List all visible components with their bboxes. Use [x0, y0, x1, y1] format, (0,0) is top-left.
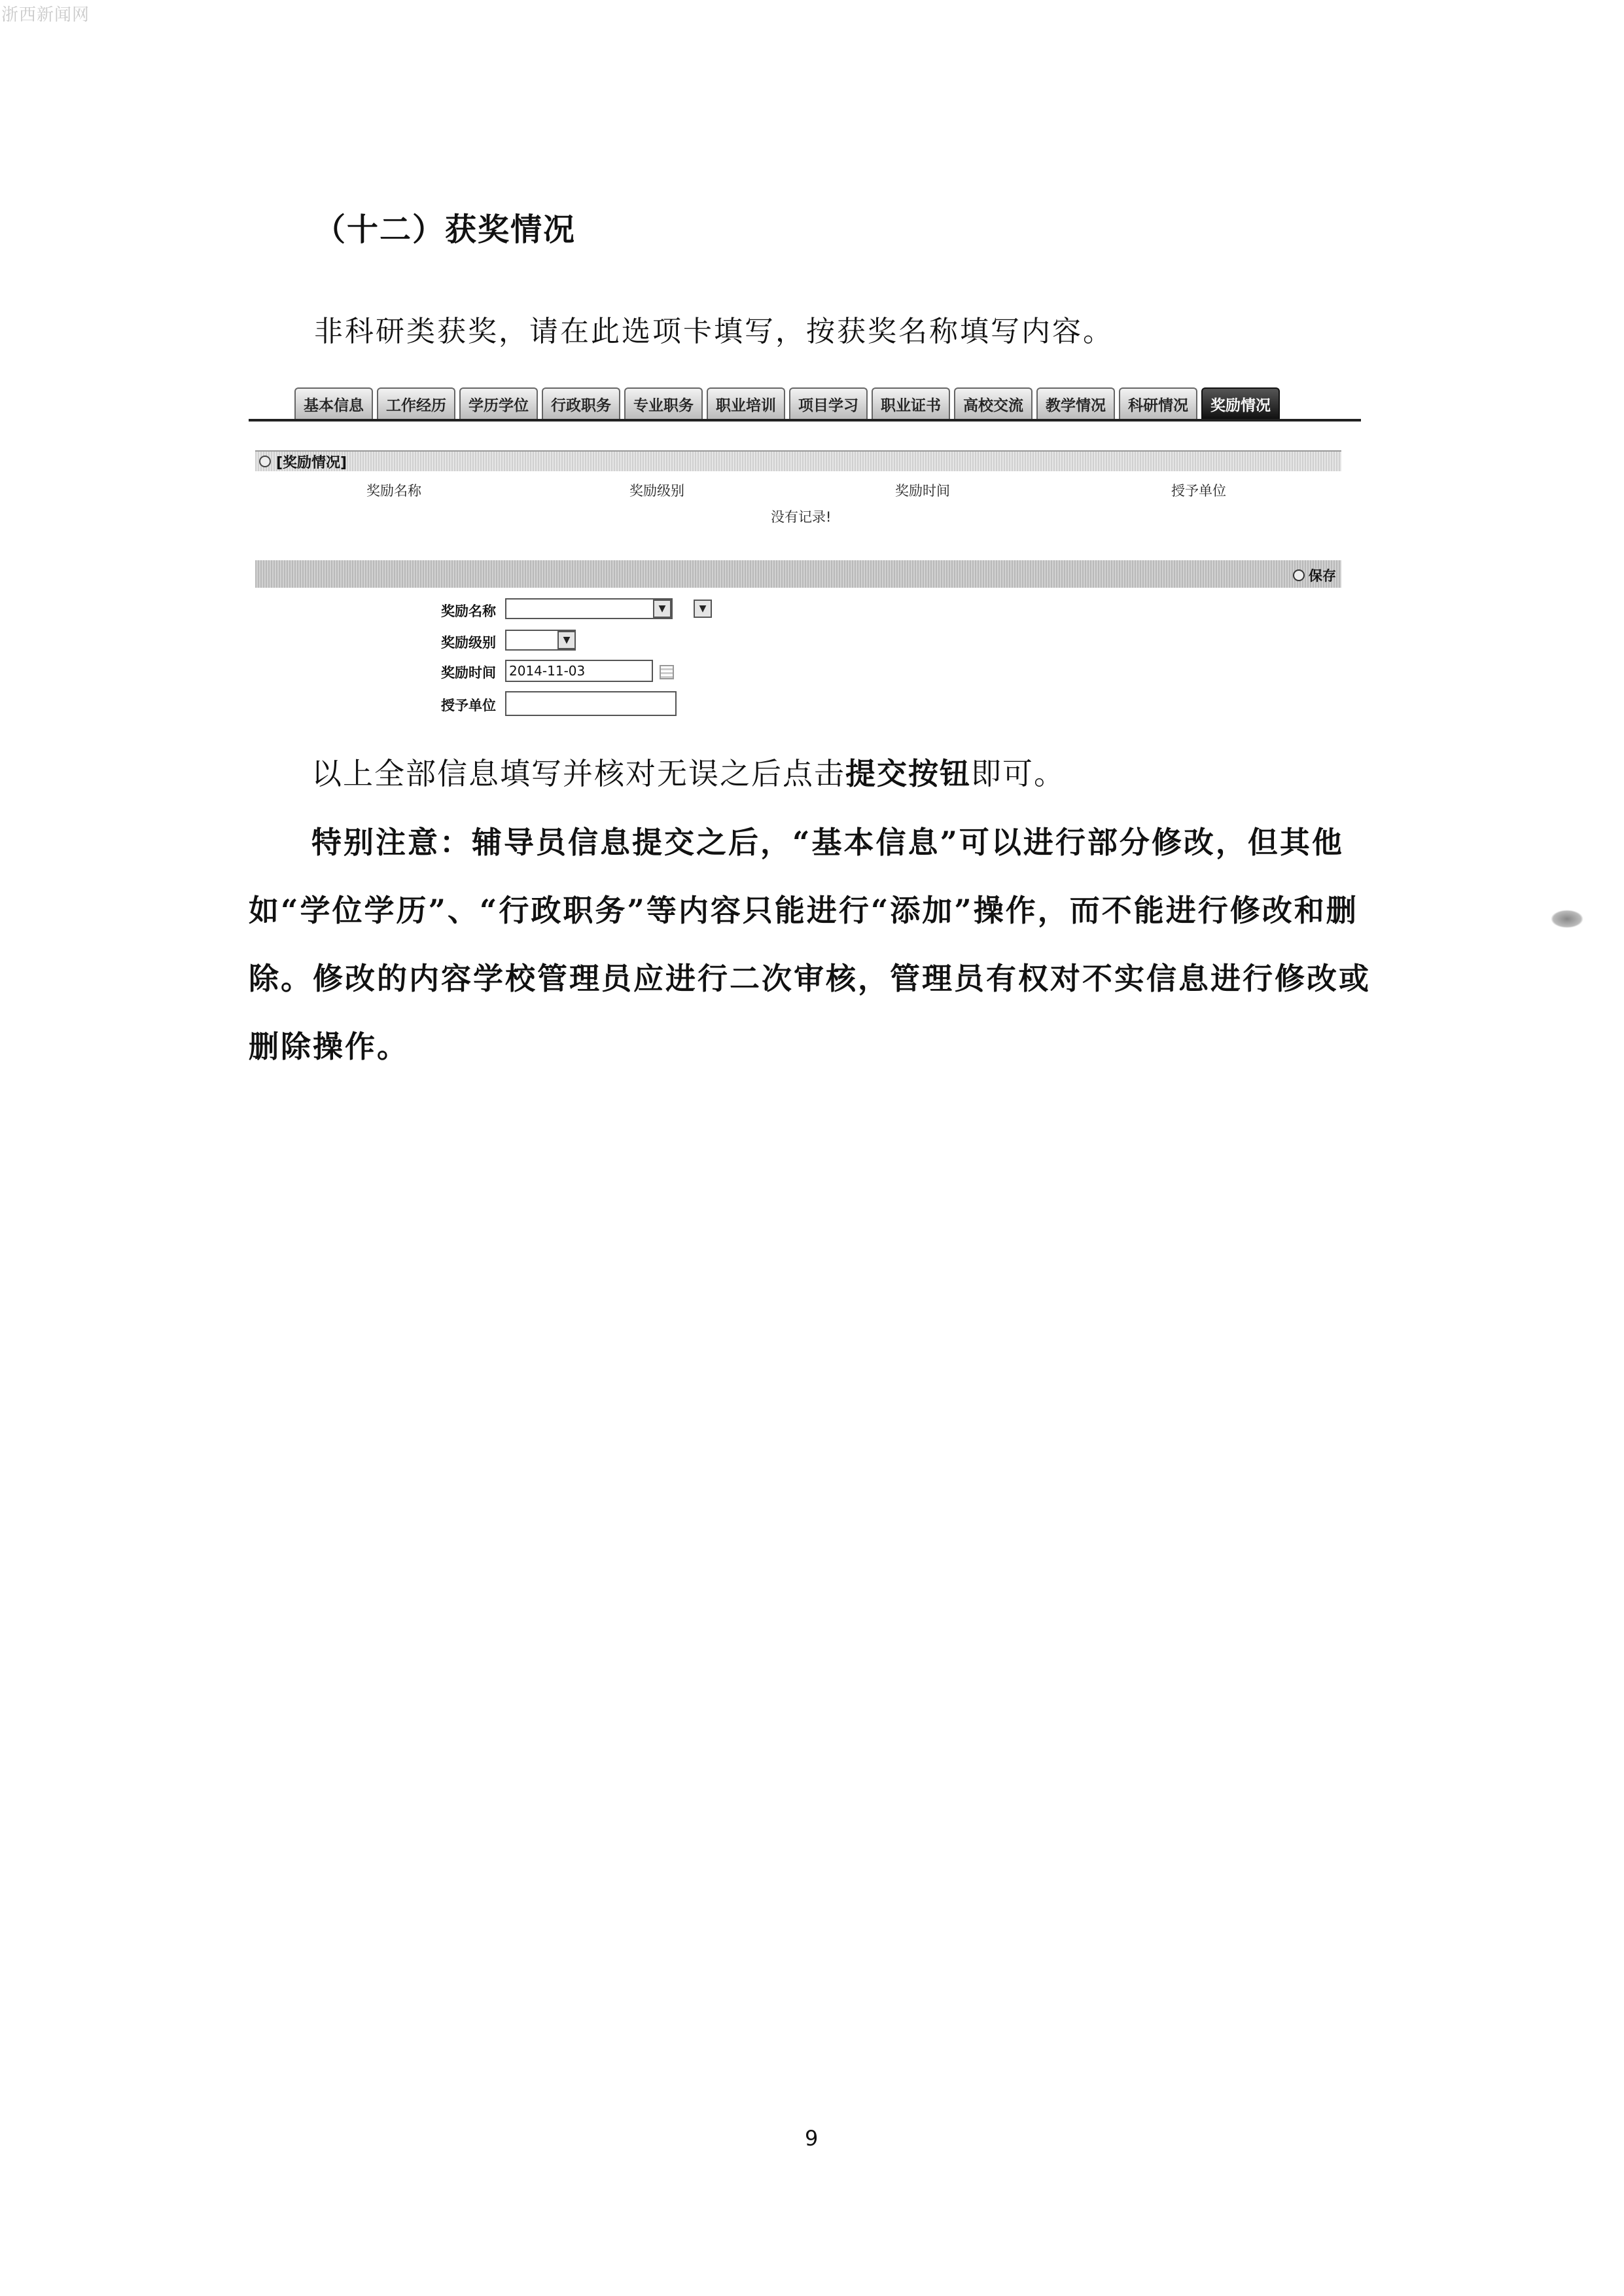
column-header-level: 奖励级别 — [629, 483, 684, 499]
tab-admin-post[interactable]: 行政职务 — [542, 387, 620, 419]
tab-bar — [294, 387, 1280, 419]
save-button[interactable] — [1293, 565, 1336, 585]
intro-text: 非科研类获奖，请在此选项卡填写，按获奖名称填写内容。 — [314, 315, 1114, 348]
tab-research[interactable]: 科研情况 — [1119, 387, 1197, 419]
empty-table-message: 没有记录! — [771, 509, 832, 525]
save-icon — [1293, 569, 1305, 581]
tab-project-study[interactable]: 项目学习 — [789, 387, 868, 419]
page-number: 9 — [805, 2126, 819, 2151]
award-name-select[interactable] — [505, 598, 673, 619]
award-level-label: 奖励级别 — [441, 635, 496, 651]
award-unit-input[interactable] — [505, 691, 677, 716]
scan-smudge — [1551, 910, 1583, 928]
tab-divider — [249, 419, 1361, 422]
save-label: 保存 — [1309, 568, 1336, 584]
section-heading: （十二）获奖情况 — [314, 211, 576, 248]
tab-exchange[interactable]: 高校交流 — [954, 387, 1033, 419]
calendar-icon[interactable] — [660, 665, 674, 679]
submit-instruction-before: 以上全部信息填写并核对无误之后点击 — [311, 756, 845, 791]
chevron-down-icon[interactable]: ▼ — [694, 600, 712, 618]
submit-instruction — [249, 740, 1374, 808]
tab-awards[interactable]: 奖励情况 — [1201, 387, 1280, 419]
tab-education[interactable]: 学历学位 — [459, 387, 538, 419]
collapse-icon[interactable] — [259, 456, 271, 467]
chevron-down-icon[interactable]: ▼ — [653, 600, 671, 618]
tab-certificates[interactable]: 职业证书 — [872, 387, 950, 419]
tab-training[interactable]: 职业培训 — [707, 387, 785, 419]
tab-professional-post[interactable]: 专业职务 — [624, 387, 703, 419]
toolbar — [255, 560, 1341, 588]
submit-instruction-after: 即可。 — [971, 756, 1065, 791]
tab-work-history[interactable]: 工作经历 — [377, 387, 455, 419]
tab-basic-info[interactable]: 基本信息 — [294, 387, 373, 419]
award-time-label: 奖励时间 — [441, 665, 496, 681]
watermark: 浙西新闻网 — [1, 5, 90, 25]
panel-title: [奖励情况] — [276, 454, 347, 471]
column-header-unit: 授予单位 — [1171, 483, 1226, 499]
award-name-label: 奖励名称 — [441, 603, 496, 619]
submit-button-mention: 提交按钮 — [845, 756, 971, 791]
chevron-down-icon[interactable]: ▼ — [557, 631, 576, 649]
award-time-input[interactable]: 2014-11-03 — [505, 660, 653, 682]
special-note: 特别注意：辅导员信息提交之后，“基本信息”可以进行部分修改，但其他如“学位学历”、“行政职务”等内容只能进行“添加”操作，而不能进行修改和删除。修改的内容学校管理员应进行二次审核，管理员有权对不实信息进行修改或删除操作。 — [249, 825, 1371, 1064]
panel-header — [255, 450, 1341, 471]
column-header-time: 奖励时间 — [895, 483, 950, 499]
award-unit-label: 授予单位 — [441, 698, 496, 713]
awards-form-screenshot — [249, 385, 1368, 725]
tab-teaching[interactable]: 教学情况 — [1036, 387, 1115, 419]
column-header-name: 奖励名称 — [366, 483, 421, 499]
